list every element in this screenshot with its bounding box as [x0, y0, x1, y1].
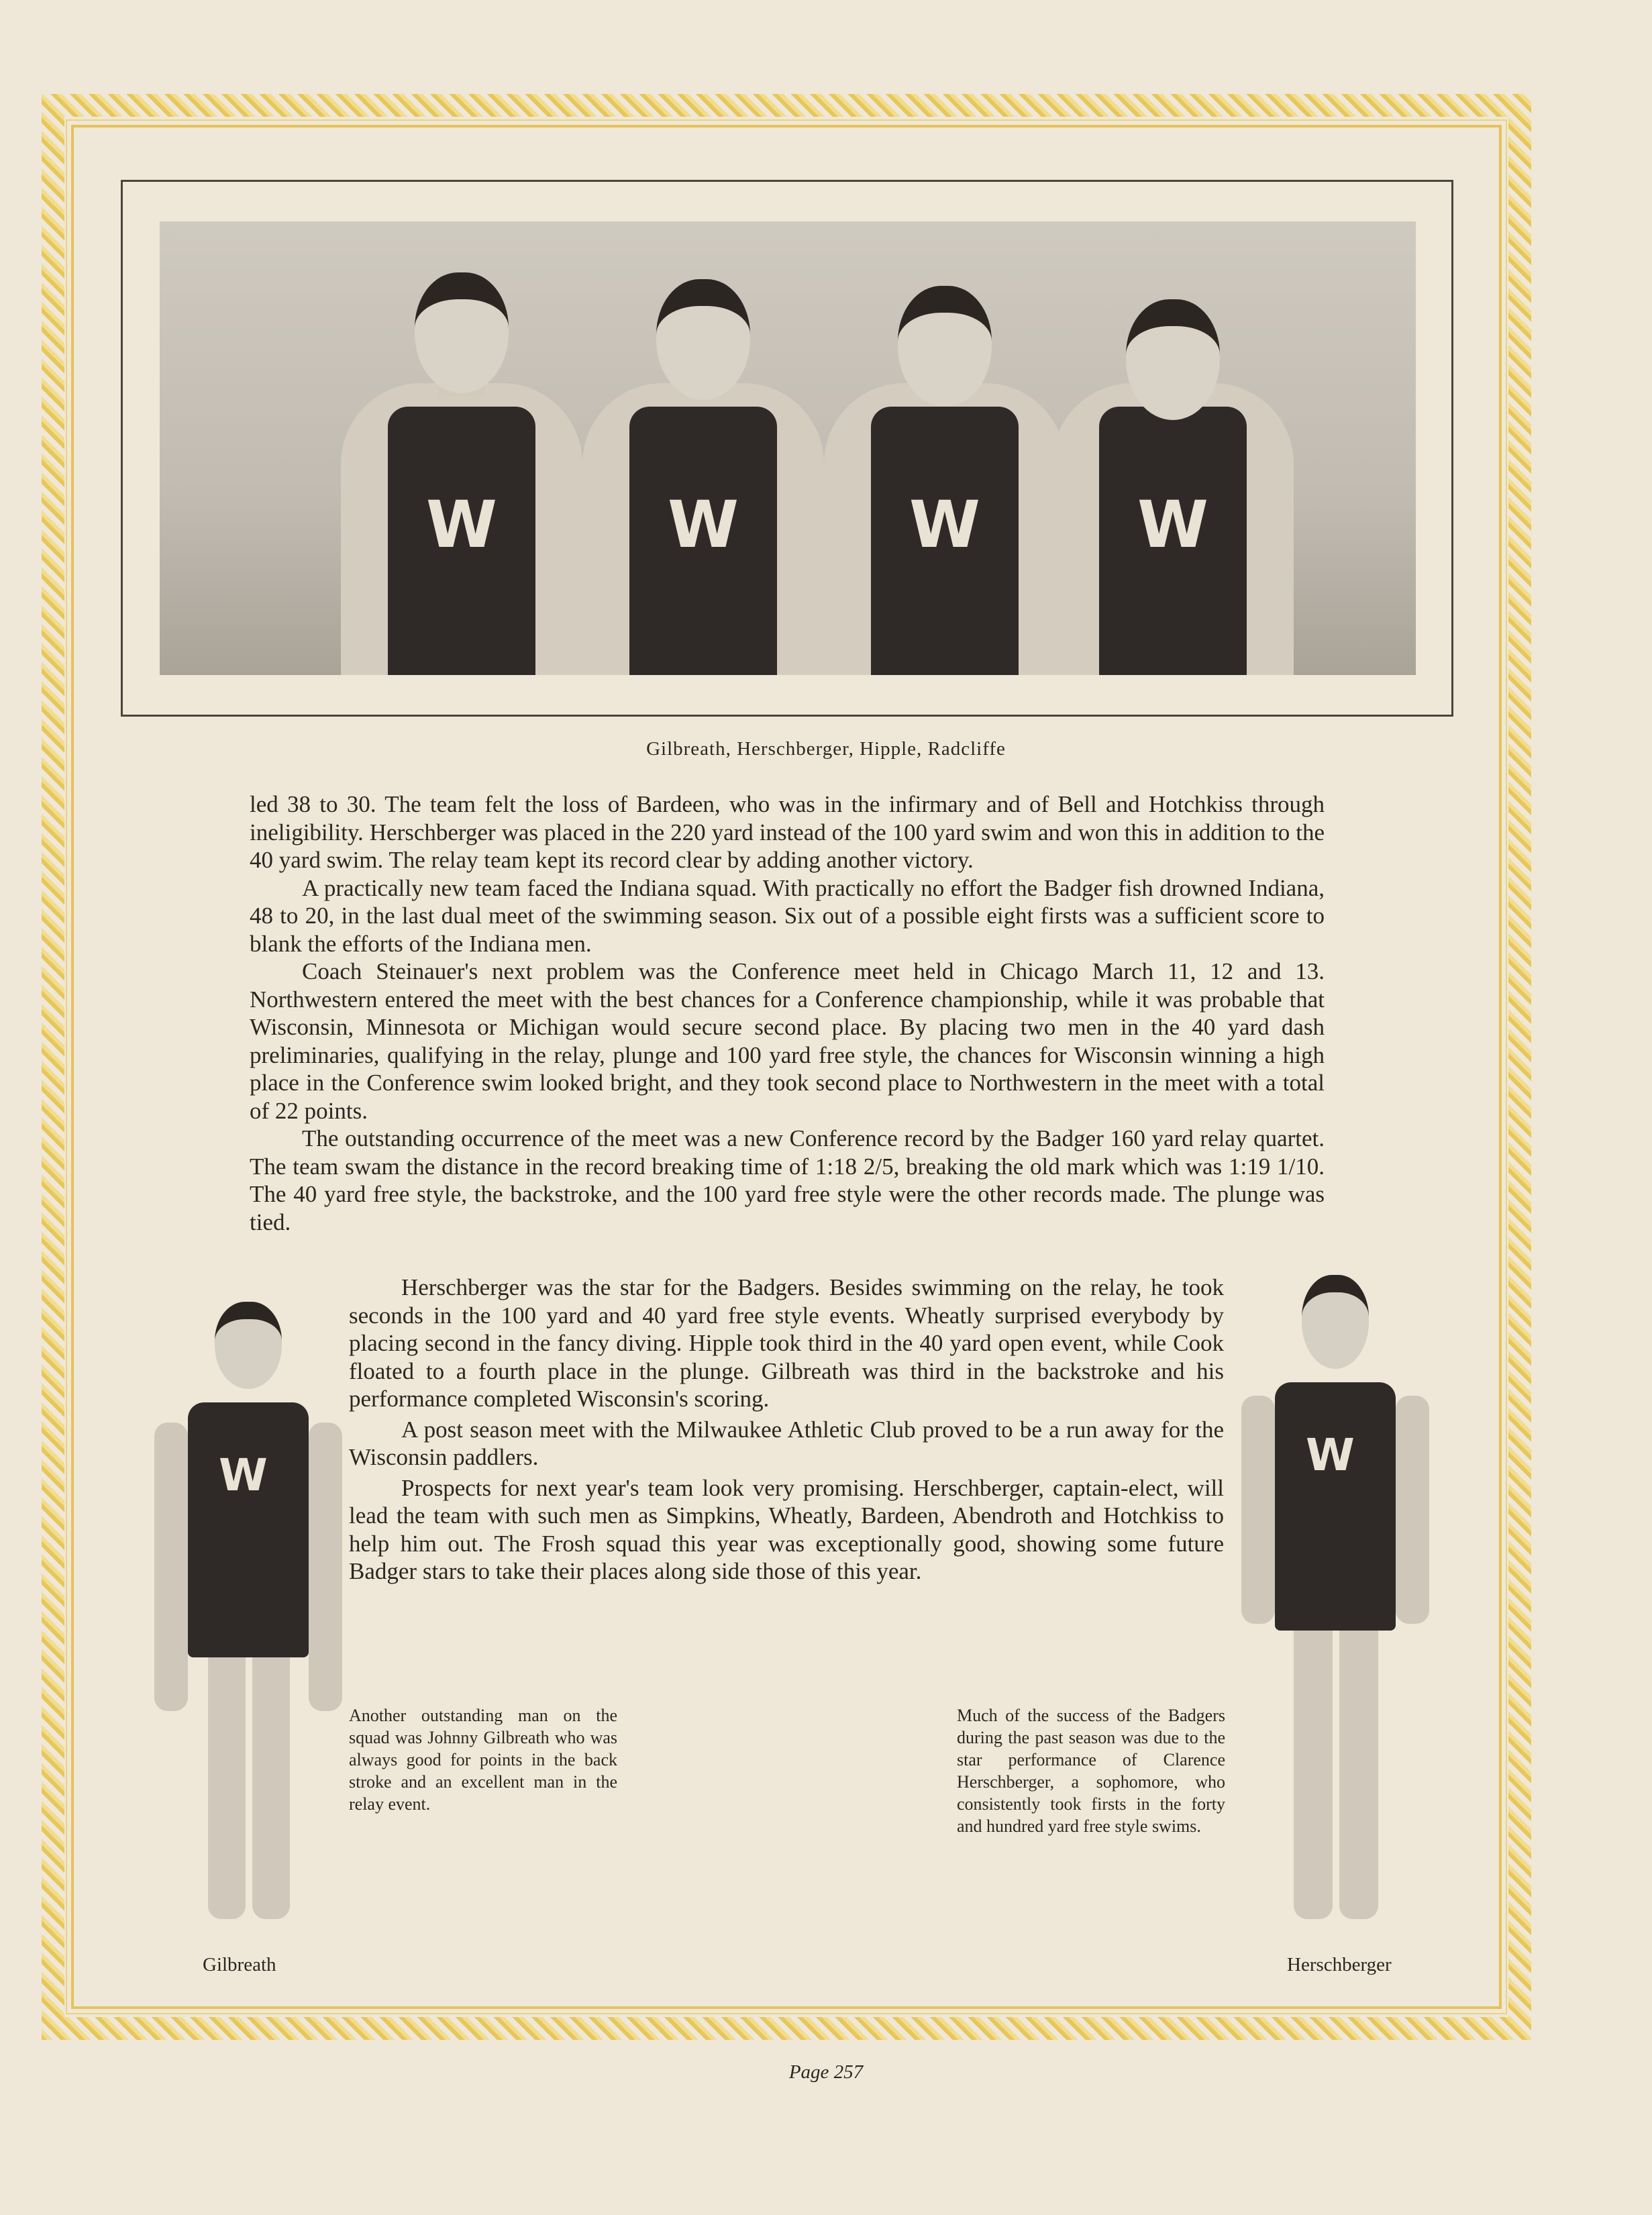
gilbreath-photo	[148, 1302, 349, 1946]
herschberger-caption: Much of the success of the Badgers during the past season was due to the star performance of Clarence Herschberger, a sophomore, who consistently took firsts in the forty and hundred yard free style swims.	[957, 1706, 1225, 1836]
paragraph: A practically new team faced the Indiana squad. With practically no effort the Badger fish drowned Indiana, 48 to 20, in the last dual meet of the swimming season. Six out of a possible eight firsts was a sufficient score to blank the efforts of the Indiana men.	[250, 874, 1325, 957]
jersey-letter: W	[426, 487, 497, 562]
jersey-letter: W	[668, 487, 739, 562]
herschberger-label: Herschberger	[1287, 1954, 1392, 1975]
paragraph: The outstanding occurrence of the meet was a new Conference record by the Badger 160 yard relay quartet. The team swam the distance in the record breaking time of 1:18 2/5, breaking the old mark which was 1:19 1/10. The 40 yard free style, the backstroke, and the 100 yard free style were the other records made. The plunge was tied.	[250, 1125, 1325, 1235]
swimmer-figure	[824, 246, 1066, 675]
page-number: Page 257	[788, 2061, 864, 2083]
jersey-letter: W	[1137, 487, 1208, 562]
jersey-letter: W	[1306, 1429, 1355, 1481]
herschberger-photo	[1235, 1275, 1436, 1939]
team-photo	[160, 221, 1416, 675]
paragraph: led 38 to 30. The team felt the loss of Bardeen, who was in the infirmary and of Bell and Hotchkiss through ineligibility. Herschberger was placed in the 220 yard instead of the 100 yard swim and won this in addition to the 40 yard swim. The relay team kept its record clear by adding another victory.	[250, 791, 1325, 873]
article-body	[250, 790, 1325, 1236]
paragraph: Herschberger was the star for the Badgers. Besides swimming on the relay, he took seconds in the 100 yard and 40 yard free style events. Wheatly surprised everybody by placing second in the fancy diving. Hipple took third in the 40 yard open event, while Cook floated to a fourth place in the plunge. Gilbreath was third in the backstroke and his performance completed Wisconsin's scoring.	[349, 1274, 1224, 1412]
gilbreath-caption: Another outstanding man on the squad was Johnny Gilbreath who was always good for points in the back stroke and an excellent man in the relay event.	[349, 1706, 617, 1814]
swimmer-figure	[1052, 246, 1294, 675]
jersey-letter: W	[909, 487, 980, 562]
paragraph: Coach Steinauer's next problem was the Conference meet held in Chicago March 11, 12 and 13. Northwestern entered the meet with the best chances for a Conference championship, while it was probable that Wisconsin, Minnesota or Michigan would secure second place. By placing two men in the 40 yard dash preliminaries, qualifying in the relay, plunge and 100 yard free style, the chances for Wisconsin winning a high place in the Conference swim looked bright, and they took second place to Northwestern in the meet with a total of 22 points.	[250, 958, 1325, 1124]
jersey-letter: W	[219, 1449, 268, 1501]
team-photo-caption: Gilbreath, Herschberger, Hipple, Radcliffe	[646, 738, 1006, 760]
swimmer-figure	[341, 246, 582, 675]
paragraph: Prospects for next year's team look very promising. Herschberger, captain-elect, will lead the team with such men as Simpkins, Wheatly, Bardeen, Abendroth and Hotchkiss to help him out. The Frosh squad this year was exceptionally good, showing some future Badger stars to take their places along side those of this year.	[349, 1474, 1224, 1584]
paragraph: A post season meet with the Milwaukee Athletic Club proved to be a run away for the Wisconsin paddlers.	[349, 1416, 1224, 1470]
article-body-narrow	[349, 1274, 1224, 1588]
gilbreath-label: Gilbreath	[203, 1954, 276, 1975]
swimmer-figure	[582, 246, 824, 675]
